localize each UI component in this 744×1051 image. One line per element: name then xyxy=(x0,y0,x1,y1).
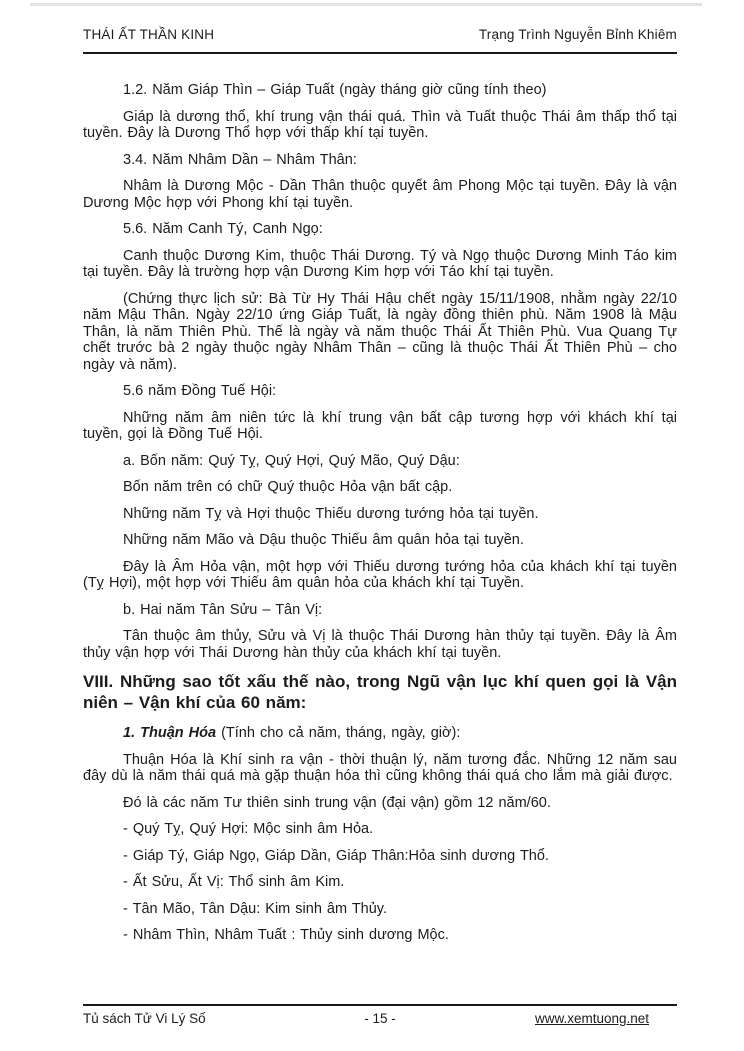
paragraph: Những năm Mão và Dậu thuộc Thiếu âm quân hỏa tại tuyền. xyxy=(123,532,524,548)
footer-link-wrap xyxy=(396,1011,677,1026)
page-header xyxy=(83,27,677,54)
footer-website-link[interactable]: www.xemtuong.net xyxy=(534,1011,650,1026)
lead-label: 1. Thuận Hóa xyxy=(123,725,217,741)
paragraph-with-lead xyxy=(83,725,677,742)
paragraph: Những năm Tỵ và Hợi thuộc Thiếu dương tướng hỏa tại tuyền. xyxy=(123,505,539,522)
paragraph: Đó là các năm Tư thiên sinh trung vận (đại vận) gồm 12 năm/60. xyxy=(123,794,551,811)
section-subheading: 3.4. Năm Nhâm Dần – Nhâm Thân: xyxy=(123,151,357,168)
list-item: - Tân Mão, Tân Dậu: Kim sinh âm Thủy. xyxy=(123,900,388,917)
paragraph: Thuận Hóa là Khí sinh ra vận - thời thuận lý, năm tương đắc. Những 12 năm sau đây dù là năm thái quá mà gặp thuận hóa thì cũng không thái quá cho lắm mà giải được. xyxy=(83,751,677,784)
section-subheading: a. Bốn năm: Quý Tỵ, Quý Hợi, Quý Mão, Quý Dậu: xyxy=(123,452,460,469)
list-item: - Ất Sửu, Ất Vị: Thổ sinh âm Kim. xyxy=(123,874,345,890)
paragraph: Tân thuộc âm thủy, Sửu và Vị là thuộc Thái Dương hàn thủy tại tuyền. Đây là Âm thủy vận hợp với Thái Dương hàn thủy của khách khí tại tuyền. xyxy=(83,628,677,661)
list-item: - Giáp Tý, Giáp Ngọ, Giáp Dần, Giáp Thân:Hỏa sinh dương Thổ. xyxy=(123,847,549,864)
paragraph: Những năm âm niên tức là khí trung vận bất cập tương hợp với khách khí tại tuyền, gọi là Đồng Tuế Hội. xyxy=(83,409,677,442)
header-author: Trạng Trình Nguyễn Bỉnh Khiêm xyxy=(478,27,677,42)
section-subheading: b. Hai năm Tân Sửu – Tân Vị: xyxy=(123,601,323,618)
footer-series-title: Tủ sách Tử Vi Lý Số xyxy=(83,1011,206,1026)
footer-page-number: - 15 - xyxy=(364,1011,396,1026)
paragraph: Giáp là dương thổ, khí trung vận thái quá. Thìn và Tuất thuộc Thái âm thấp thổ tại tuyền. Đây là Dương Thổ hợp với thấp khí tại tuyền. xyxy=(83,108,677,141)
header-book-title: THÁI ẤT THẦN KINH xyxy=(83,27,215,42)
paragraph: Bốn năm trên có chữ Quý thuộc Hỏa vận bất cập. xyxy=(123,479,453,495)
section-subheading: 5.6 năm Đồng Tuế Hội: xyxy=(123,383,277,399)
list-item: - Quý Tỵ, Quý Hợi: Mộc sinh âm Hỏa. xyxy=(123,821,374,837)
lead-rest: (Tính cho cả năm, tháng, ngày, giờ): xyxy=(216,725,461,741)
paragraph: (Chứng thực lịch sử: Bà Từ Hy Thái Hậu chết ngày 15/11/1908, nhằm ngày 22/10 năm Mậu Thân. Ngày 22/10 ứng Giáp Tuất, là ngày đồng thiên phù. Năm 1908 là Mậu Thân, là năm Thiên Phù. Thế là ngày và năm thuộc Thái Ất Thiên Phù. Vua Quang Tự chết trước bà 2 ngày thuộc ngày Nhâm Thân – cũng là thuộc Thái Ất Thiên Phù – cho ngày và năm). xyxy=(83,290,677,373)
list-item: - Nhâm Thìn, Nhâm Tuất : Thủy sinh dương Mộc. xyxy=(123,927,449,943)
section-subheading: 5.6. Năm Canh Tý, Canh Ngọ: xyxy=(123,221,323,237)
paragraph: Canh thuộc Dương Kim, thuộc Thái Dương. Tý và Ngọ thuộc Dương Minh Táo kim tại tuyền. Đây là trường hợp vận Dương Kim hợp với Táo khí tại tuyền. xyxy=(83,247,677,280)
section-heading: VIII. Những sao tốt xấu thế nào, trong Ngũ vận lục khí quen gọi là Vận niên – Vận khí của 60 năm: xyxy=(83,672,677,712)
section-subheading: 1.2. Năm Giáp Thìn – Giáp Tuất (ngày tháng giờ cũng tính theo) xyxy=(123,82,547,98)
paragraph: Đây là Âm Hỏa vận, một hợp với Thiếu dương tướng hỏa của khách khí tại tuyền (Tỵ Hợi), một hợp với Thiếu âm quân hỏa của khách khí tại Tuyền. xyxy=(83,558,677,591)
page-footer xyxy=(83,1004,677,1026)
page-body xyxy=(83,82,677,944)
paragraph: Nhâm là Dương Mộc - Dần Thân thuộc quyết âm Phong Mộc tại tuyền. Đây là vận Dương Mộc hợp với Phong khí tại tuyền. xyxy=(83,178,677,211)
